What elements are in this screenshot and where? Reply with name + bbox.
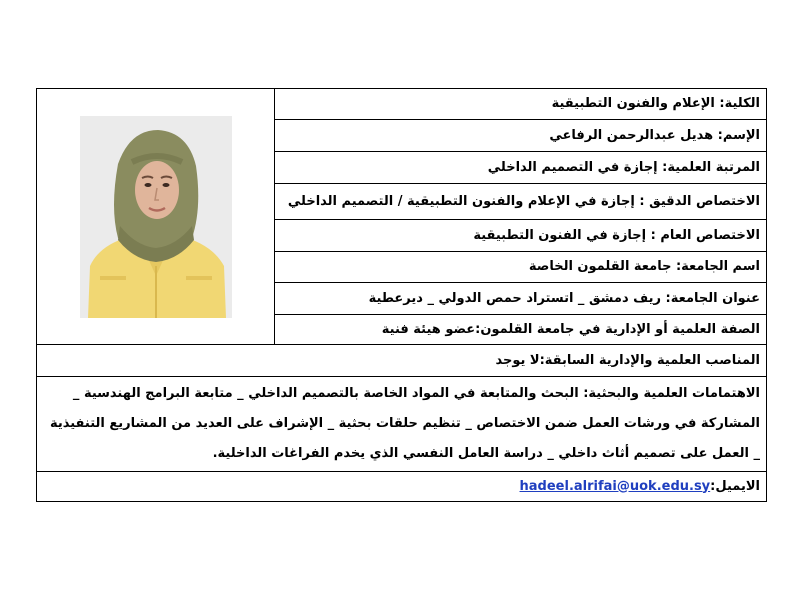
university-name-text: اسم الجامعة: جامعة القلمون الخاصة — [275, 252, 767, 283]
row-previous-positions — [37, 345, 767, 377]
row-email — [37, 472, 767, 502]
portrait-photo — [80, 116, 232, 318]
email-label: الايميل: — [710, 478, 760, 494]
photo-cell — [37, 89, 275, 345]
specialization-precise-text: الاختصاص الدقيق : إجازة في الإعلام والفنون التطبيقية / التصميم الداخلي — [275, 184, 767, 220]
faculty-text: الكلية: الإعلام والفنون التطبيقية — [275, 89, 767, 120]
interests-text: الاهتمامات العلمية والبحثية: البحث والمتابعة في المواد الخاصة بالتصميم الداخلي _ متابعة البرامج الهندسية _ المشاركة في ورشات العمل ضمن الاختصاص _ تنظيم حلقات بحثية _ الإشراف على العديد من المشاريع التنفيذية _ العمل على تصميم أثاث داخلي _ دراسة العامل النفسي الذي يخدم الفراغات الداخلية. — [37, 377, 767, 472]
email-link[interactable]: hadeel.alrifai@uok.edu.sy — [519, 478, 711, 494]
previous-positions-text: المناصب العلمية والإدارية السابقة:لا يوجد — [37, 345, 767, 377]
specialization-general-text: الاختصاص العام : إجازة في الفنون التطبيقية — [275, 220, 767, 252]
row-faculty — [37, 89, 767, 120]
row-interests — [37, 377, 767, 472]
portrait-svg — [80, 116, 232, 318]
position-text: الصفة العلمية أو الإدارية في جامعة القلمون:عضو هيئة فنية — [275, 315, 767, 345]
academic-rank-text: المرتبة العلمية: إجازة في التصميم الداخلي — [275, 152, 767, 184]
cv-table — [36, 88, 767, 502]
cv-sheet — [36, 88, 767, 498]
name-text: الإسم: هديل عبدالرحمن الرفاعي — [275, 120, 767, 152]
email-cell — [37, 472, 767, 502]
university-address-text: عنوان الجامعة: ريف دمشق _ اتستراد حمص الدولي _ ديرعطية — [275, 283, 767, 315]
